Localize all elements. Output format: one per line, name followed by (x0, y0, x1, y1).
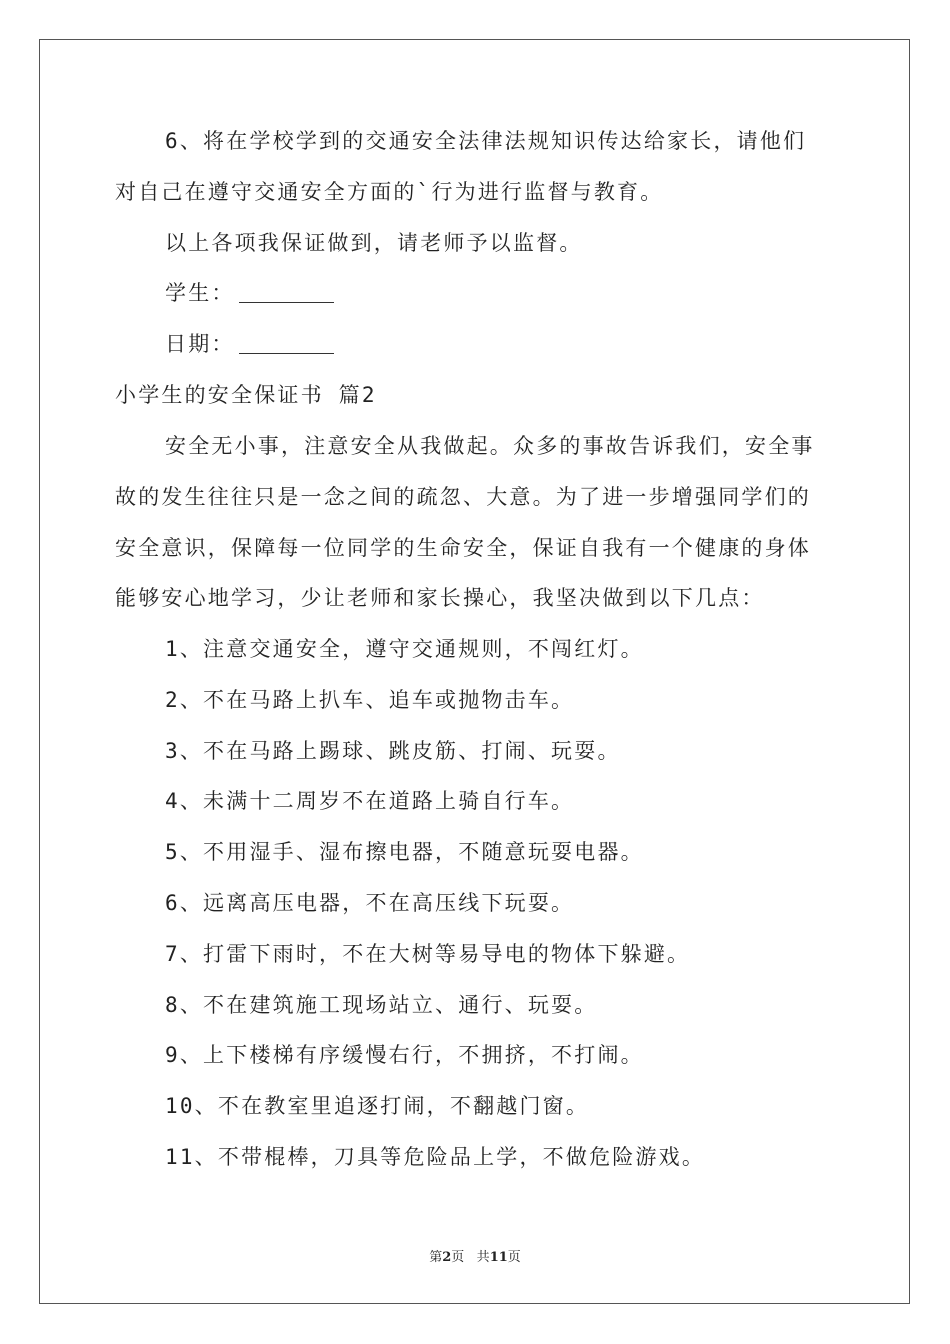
line-text: 故的发生往往只是一念之间的疏忽、大意。为了进一步增强同学们的 (115, 485, 811, 509)
text-line (165, 1040, 644, 1070)
text-line (115, 533, 811, 563)
text-line (165, 736, 621, 766)
line-text: 小学生的安全保证书 篇2 (115, 383, 377, 407)
line-text: 2、不在马路上扒车、追车或抛物击车。 (165, 688, 575, 712)
line-text: 安全无小事，注意安全从我做起。众多的事故告诉我们，安全事 (165, 434, 815, 458)
text-line (115, 177, 663, 207)
text-line (165, 126, 806, 156)
text-line (165, 228, 583, 258)
blank-underline (239, 284, 334, 303)
line-text: 3、不在马路上踢球、跳皮筋、打闹、玩耍。 (165, 739, 621, 763)
line-text: 6、远离高压电器，不在高压线下玩耍。 (165, 891, 575, 915)
footer-total-suffix: 页 (507, 1250, 521, 1265)
line-text: 安全意识，保障每一位同学的生命安全，保证自我有一个健康的身体 (115, 536, 811, 560)
line-text: 以上各项我保证做到，请老师予以监督。 (165, 231, 583, 255)
line-text: 9、上下楼梯有序缓慢右行，不拥挤，不打闹。 (165, 1043, 644, 1067)
line-text: 10、不在教室里追逐打闹，不翻越门窗。 (165, 1094, 590, 1118)
text-line (165, 278, 334, 308)
text-line (165, 1091, 589, 1121)
line-text: 5、不用湿手、湿布擦电器，不随意玩耍电器。 (165, 840, 644, 864)
line-text: 6、将在学校学到的交通安全法律法规知识传达给家长，请他们 (165, 129, 807, 153)
text-line (165, 837, 644, 867)
footer-total-number: 11 (489, 1250, 508, 1265)
text-line (165, 939, 690, 969)
text-line (115, 380, 377, 410)
line-text: 对自己在遵守交通安全方面的`行为进行监督与教育。 (115, 180, 664, 204)
line-text: 学生： (165, 281, 235, 305)
line-text: 能够安心地学习，少让老师和家长操心，我坚决做到以下几点： (115, 586, 765, 610)
line-text: 4、未满十二周岁不在道路上骑自行车。 (165, 789, 575, 813)
line-text: 8、不在建筑施工现场站立、通行、玩耍。 (165, 993, 598, 1017)
text-line (165, 634, 644, 664)
text-line (165, 888, 574, 918)
footer-total-prefix: 共 (476, 1250, 490, 1265)
footer-page-suffix: 页 (451, 1250, 465, 1265)
footer-page-prefix: 第 (429, 1250, 443, 1265)
text-line (165, 990, 597, 1020)
line-text: 7、打雷下雨时，不在大树等易导电的物体下躲避。 (165, 942, 691, 966)
text-line (165, 786, 574, 816)
text-line (115, 482, 811, 512)
text-line (165, 1142, 705, 1172)
page-footer (0, 1246, 950, 1265)
text-line (165, 431, 815, 461)
line-text: 日期： (165, 332, 235, 356)
blank-underline (239, 335, 334, 354)
text-line (165, 329, 334, 359)
footer-page-number: 2 (442, 1250, 452, 1265)
line-text: 1、注意交通安全，遵守交通规则，不闯红灯。 (165, 637, 644, 661)
text-line (165, 685, 574, 715)
line-text: 11、不带棍棒，刀具等危险品上学，不做危险游戏。 (165, 1145, 706, 1169)
text-line (115, 583, 765, 613)
